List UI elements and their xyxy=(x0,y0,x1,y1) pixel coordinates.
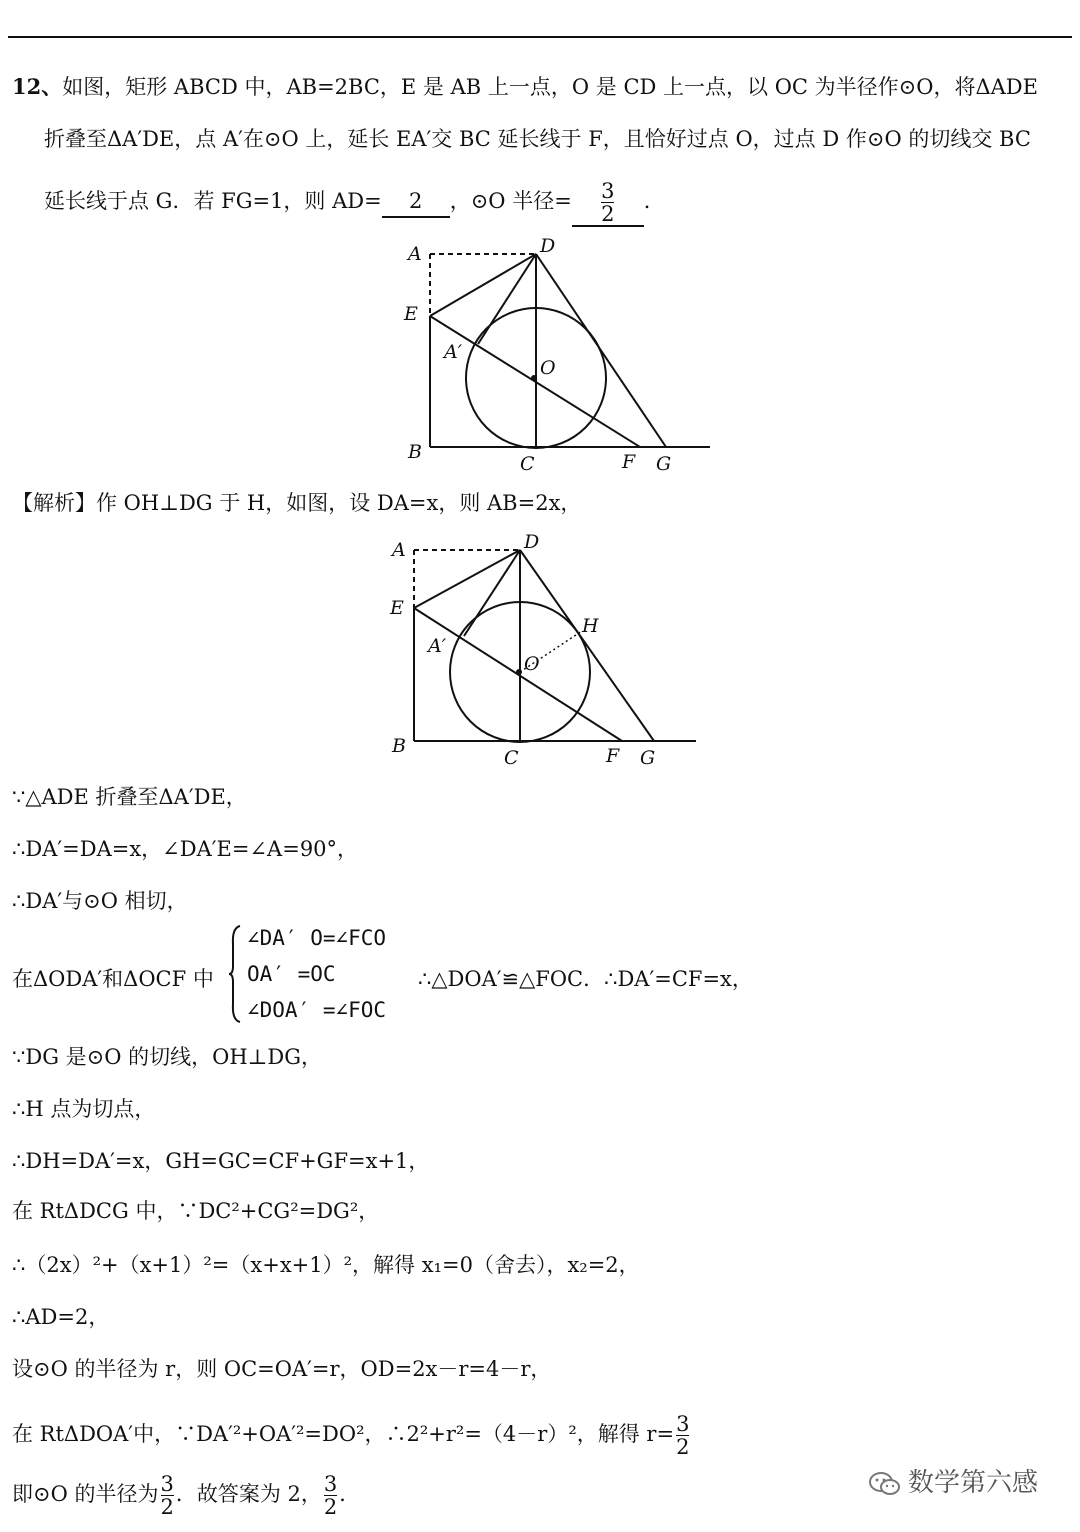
step-12-text: 在 RtΔDOA′中，∵DA′²+OA′²=DO²，∴2²+r²=（4－r）²，解得 r= xyxy=(12,1422,675,1446)
step-12 xyxy=(12,1408,691,1460)
step-3: ∴DA′与⊙O 相切， xyxy=(12,889,188,913)
frac-den: 2 xyxy=(160,1495,174,1519)
center-dot-O xyxy=(531,375,537,381)
watermark-text: 数学第六感 xyxy=(908,1468,1039,1498)
label-A1: A′ xyxy=(428,635,447,657)
frac-den: 2 xyxy=(323,1495,338,1519)
system-row-1: ∠DA′ O=∠FCO xyxy=(247,926,387,950)
label-D: D xyxy=(524,531,540,553)
problem-text-1: 如图，矩形 ABCD 中，AB=2BC，E 是 AB 上一点，O 是 CD 上一点，以 OC 为半径作⊙O，将ΔADE xyxy=(62,75,1038,99)
label-G: G xyxy=(656,453,672,475)
step-4-conclusion: ∴△DOA′≌△FOC．∴DA′=CF=x， xyxy=(418,967,753,991)
answer-fraction xyxy=(601,180,614,225)
segment-DA1 xyxy=(464,550,520,636)
label-A1: A′ xyxy=(444,341,463,363)
answer-blank-1: 2 xyxy=(382,186,450,218)
figure-2 xyxy=(382,528,702,773)
problem-text-3c: ． xyxy=(643,189,665,213)
label-G: G xyxy=(640,747,656,769)
frac-num: 3 xyxy=(160,1472,174,1496)
step-1: ∵△ADE 折叠至ΔA′DE， xyxy=(12,785,247,809)
label-F: F xyxy=(606,745,620,767)
problem-text-3b: ，⊙O 半径= xyxy=(449,189,572,213)
step-4-intro: 在ΔODA′和ΔOCF 中 xyxy=(12,967,214,991)
problem-number: 12、 xyxy=(12,74,63,99)
system-row-2: OA′ =OC xyxy=(247,962,336,986)
system-brace xyxy=(228,924,242,1024)
label-B: B xyxy=(392,735,406,757)
label-C: C xyxy=(504,747,519,769)
label-O: O xyxy=(524,653,540,675)
system-row-3: ∠DOA′ =∠FOC xyxy=(247,998,387,1022)
step-13-text-c: ． xyxy=(339,1482,361,1506)
answer-den: 2 xyxy=(601,202,615,226)
segment-DA1 xyxy=(478,254,536,344)
label-D: D xyxy=(540,235,556,257)
center-dot-O xyxy=(516,669,522,675)
wechat-icon xyxy=(868,1471,902,1497)
step-6: ∴H 点为切点， xyxy=(12,1097,156,1121)
label-H: H xyxy=(582,615,599,637)
label-E: E xyxy=(404,303,418,325)
solution-header: 【解析】作 OH⊥DG 于 H，如图，设 DA=x，则 AB=2x， xyxy=(12,491,582,515)
label-E: E xyxy=(390,597,404,619)
frac-num: 3 xyxy=(676,1412,690,1436)
top-rule xyxy=(8,36,1072,38)
step-10: ∴AD=2， xyxy=(12,1305,110,1329)
answer-num: 3 xyxy=(601,179,615,203)
step-13-text-a: 即⊙O 的半径为 xyxy=(12,1482,159,1506)
step-8: 在 RtΔDCG 中，∵DC²+CG²=DG²， xyxy=(12,1199,380,1223)
step-9: ∴（2x）²+（x+1）²=（x+x+1）²，解得 x₁=0（舍去），x₂=2， xyxy=(12,1253,640,1277)
frac-den: 2 xyxy=(676,1435,690,1459)
segment-DG xyxy=(520,550,654,741)
label-C: C xyxy=(520,453,535,475)
step-13-text-b: ．故答案为 2， xyxy=(175,1482,322,1506)
label-F: F xyxy=(622,451,636,473)
problem-line-3 xyxy=(44,180,665,227)
watermark xyxy=(868,1462,1038,1499)
label-A: A xyxy=(408,243,422,265)
segment-DE xyxy=(414,550,520,608)
step-5: ∵DG 是⊙O 的切线，OH⊥DG， xyxy=(12,1045,323,1069)
label-B: B xyxy=(408,441,422,463)
step-7: ∴DH=DA′=x，GH=GC=CF+GF=x+1， xyxy=(12,1149,430,1173)
problem-line-2: 折叠至ΔA′DE，点 A′在⊙O 上，延长 EA′交 BC 延长线于 F，且恰好过点 O，过点 D 作⊙O 的切线交 BC xyxy=(44,127,1031,151)
step-13-fraction-1 xyxy=(161,1473,174,1518)
segment-DE xyxy=(430,254,536,316)
step-11: 设⊙O 的半径为 r，则 OC=OA′=r，OD=2x－r=4－r， xyxy=(12,1357,552,1381)
step-12-fraction xyxy=(676,1413,689,1458)
figure-1 xyxy=(398,232,718,480)
step-13-fraction-2 xyxy=(324,1473,337,1518)
problem-line-1 xyxy=(12,72,1038,102)
label-O: O xyxy=(540,357,556,379)
label-A: A xyxy=(392,539,406,561)
problem-text-3a: 延长线于点 G．若 FG=1，则 AD= xyxy=(44,189,382,213)
step-13 xyxy=(12,1468,360,1520)
answer-blank-2 xyxy=(572,180,644,227)
step-2: ∴DA′=DA=x，∠DA′E=∠A=90°， xyxy=(12,837,359,861)
frac-num: 3 xyxy=(323,1472,338,1496)
